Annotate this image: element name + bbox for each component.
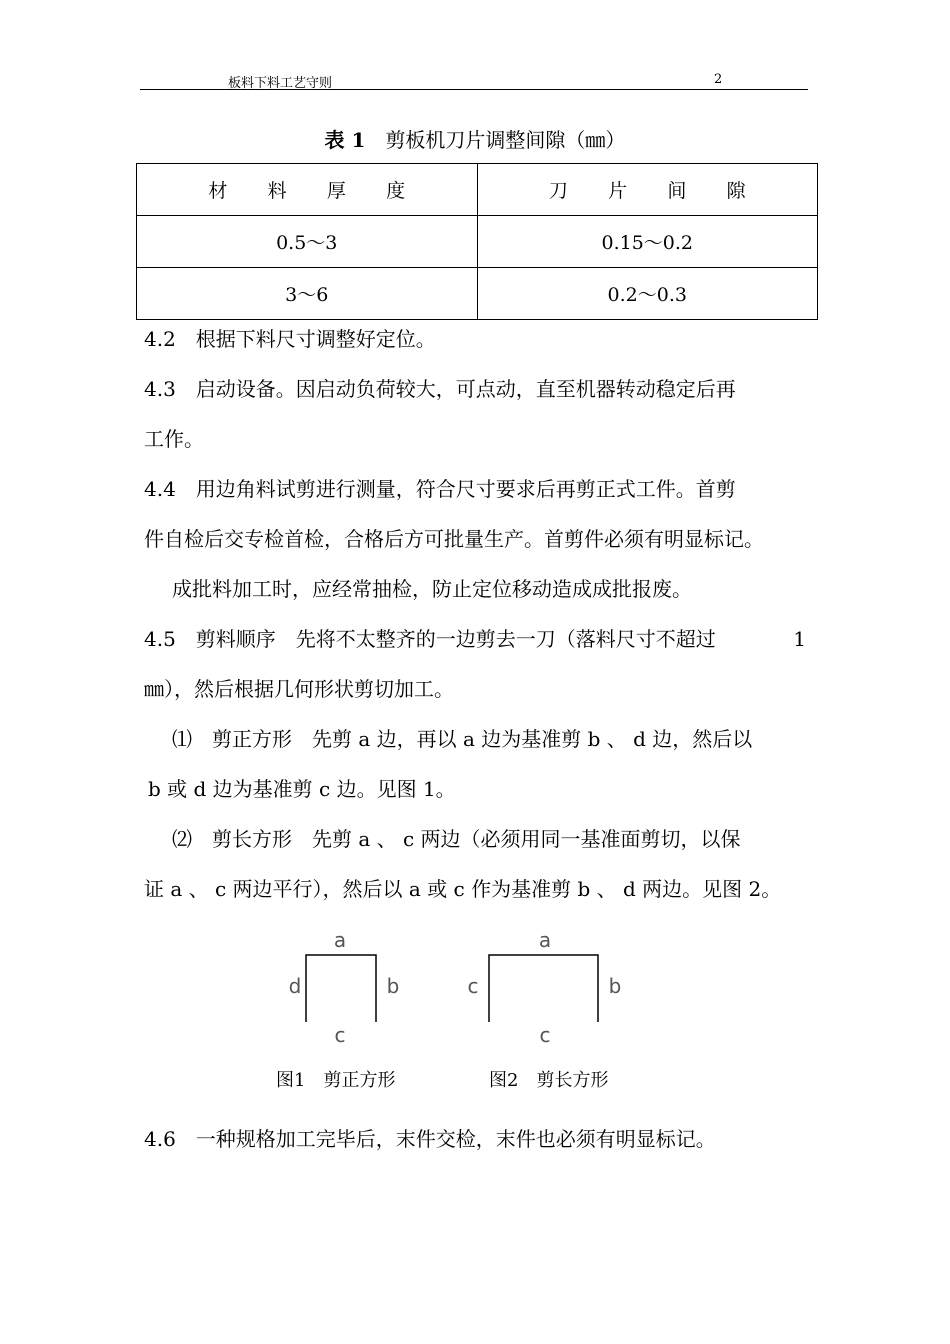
- figure-1-caption: 图1 剪正方形: [276, 1070, 396, 1091]
- figure-1-label-b: b: [386, 974, 400, 998]
- table-cell: 3～6: [137, 268, 478, 320]
- table-caption-text: 剪板机刀片调整间隙（㎜）: [385, 128, 626, 152]
- table-header-row: [137, 164, 818, 216]
- step-1-line1: ⑴ 剪正方形 先剪 a 边，再以 a 边为基准剪 b 、 d 边，然后以: [172, 727, 753, 751]
- figure-1-square: [306, 955, 376, 1022]
- figure-1-label-d: d: [288, 974, 302, 998]
- figure-2-outline: [489, 955, 598, 1022]
- header-rule: [140, 89, 808, 90]
- table-cell: 0.15～0.2: [477, 216, 818, 268]
- figure-1-label-a: a: [333, 928, 347, 952]
- paragraph-4-4-line2: 件自检后交专检首检，合格后方可批量生产。首剪件必须有明显标记。: [144, 527, 764, 551]
- table-caption-label: 表 1: [324, 128, 366, 152]
- paragraph-4-3-line1: 4.3 启动设备。因启动负荷较大，可点动，直至机器转动稳定后再: [144, 377, 736, 401]
- table-header-gap: 刀 片 间 隙: [477, 164, 818, 216]
- step-1-line2: b 或 d 边为基准剪 c 边。见图 1。: [148, 777, 456, 801]
- table-cell: 0.2～0.3: [477, 268, 818, 320]
- paragraph-4-3-line2: 工作。: [144, 427, 204, 451]
- blade-gap-table: [136, 163, 818, 320]
- table-header-thickness: 材 料 厚 度: [137, 164, 478, 216]
- paragraph-4-4-line1: 4.4 用边角料试剪进行测量，符合尺寸要求后再剪正式工件。首剪: [144, 477, 736, 501]
- header-title: 板料下料工艺守则: [228, 76, 333, 91]
- cutting-figures: [270, 925, 650, 1050]
- paragraph-4-5-line1-number: 1: [793, 627, 806, 651]
- figure-2-label-a: a: [538, 928, 552, 952]
- paragraph-4-4-line3: 成批料加工时，应经常抽检，防止定位移动造成成批报废。: [172, 577, 692, 601]
- table-caption: [0, 124, 950, 153]
- table-row: [137, 216, 818, 268]
- figure-2-label-b: b: [608, 974, 622, 998]
- paragraph-4-6: 4.6 一种规格加工完毕后，末件交检，末件也必须有明显标记。: [144, 1127, 716, 1151]
- figure-1-label-c: c: [334, 1023, 346, 1047]
- step-2-line1: ⑵ 剪长方形 先剪 a 、 c 两边（必须用同一基准面剪切，以保: [172, 827, 741, 851]
- step-2-line2: 证 a 、 c 两边平行），然后以 a 或 c 作为基准剪 b 、 d 两边。见图 2。: [144, 877, 782, 901]
- paragraph-4-2: 4.2 根据下料尺寸调整好定位。: [144, 327, 436, 351]
- table-row: [137, 268, 818, 320]
- figure-2-caption: 图2 剪长方形: [489, 1070, 609, 1091]
- figure-2-label-c-left: c: [467, 974, 479, 998]
- paragraph-4-5-line1: [144, 626, 806, 652]
- paragraph-4-5-line2: ㎜），然后根据几何形状剪切加工。: [144, 677, 454, 701]
- figure-1-outline: [306, 955, 376, 1022]
- figure-2-label-c-bottom: c: [539, 1023, 551, 1047]
- figure-2-rectangle: [489, 955, 598, 1022]
- table-cell: 0.5～3: [137, 216, 478, 268]
- page-number: 2: [714, 72, 723, 87]
- paragraph-4-5-line1-text: 4.5 剪料顺序 先将不太整齐的一边剪去一刀（落料尺寸不超过: [144, 627, 716, 651]
